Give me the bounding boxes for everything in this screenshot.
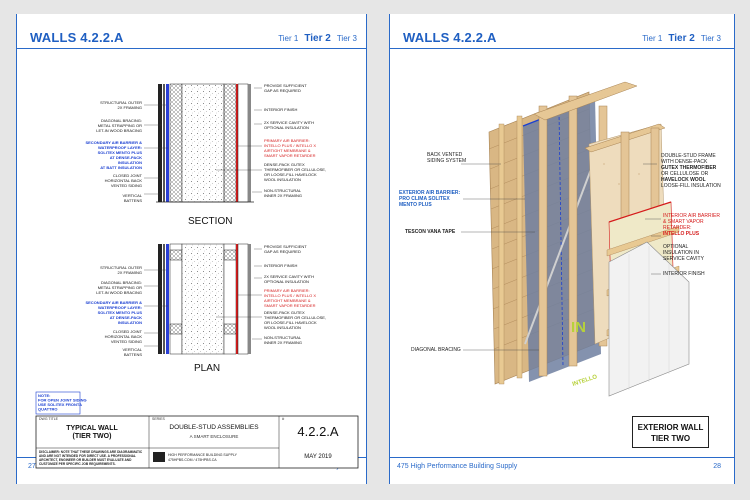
tier-1: Tier 1 — [278, 34, 299, 43]
svg-text:INTERIOR FINISH: INTERIOR FINISH — [264, 263, 298, 268]
callout-diagonal-bracing: DIAGONAL BRACING — [411, 347, 461, 353]
svg-text:MAY 2019: MAY 2019 — [304, 454, 332, 460]
callout-exterior-air-barrier: EXTERIOR AIR BARRIER: PRO CLIMA SOLITEX MENTO PLUS — [399, 190, 461, 208]
page-number: 27 — [28, 463, 36, 470]
wall-title-box: EXTERIOR WALL TIER TWO — [632, 416, 709, 448]
svg-text:STRUCTURAL OUTER2X FRAMING: STRUCTURAL OUTER 2X FRAMING — [100, 100, 142, 110]
svg-text:DOUBLE-STUD ASSEMBLIES: DOUBLE-STUD ASSEMBLIES — [169, 424, 259, 431]
svg-text:DIAGONAL BRACING:METAL STRAPPI: DIAGONAL BRACING: METAL STRAPPING OR LET-IN WOOD BRACING — [96, 118, 142, 133]
svg-text:#: # — [282, 416, 285, 421]
svg-text:INTERIOR FINISH: INTERIOR FINISH — [264, 107, 298, 112]
svg-text:475HPBS.COM / 475HPBS.CA: 475HPBS.COM / 475HPBS.CA — [168, 458, 217, 462]
section-heading: SECTION — [188, 216, 233, 227]
right-page — [389, 14, 735, 484]
svg-text:STRUCTURAL OUTER2X FRAMING: STRUCTURAL OUTER 2X FRAMING — [100, 265, 142, 275]
svg-text:2X SERVICE CAVITY WITHOPTIONAL: 2X SERVICE CAVITY WITH OPTIONAL INSULATION — [264, 120, 315, 130]
svg-text:PRIMARY AIR BARRIER:INTELLO PL: PRIMARY AIR BARRIER: INTELLO PLUS / INTELLO X AIRTIGHT MEMBRANE & SMART VAPOR RETARDER — [264, 288, 317, 308]
svg-text:2X SERVICE CAVITY WITHOPTIONAL: 2X SERVICE CAVITY WITH OPTIONAL INSULATION — [264, 274, 315, 284]
svg-text:DWG TITLE: DWG TITLE — [39, 417, 58, 421]
callout-back-vented-siding: BACK VENTED SIDING SYSTEM — [427, 152, 467, 164]
svg-text:DENSE-PACK GUTEXTHERMOFIBER OR: DENSE-PACK GUTEX THERMOFIBER OR CELLULOSE, OR LOOSE-FILL HAVELOCK WOOL INSULATION — [264, 162, 327, 182]
svg-text:HIGH PERFORMANCE BUILDING SUPP: HIGH PERFORMANCE BUILDING SUPPLY — [168, 453, 237, 457]
svg-text:DISCLAIMER: NOTE THAT THESE DR: DISCLAIMER: NOTE THAT THESE DRAWINGS ARE DIAGRAMMATIC AND ARE NOT INTENDED FOR DIRECT USE. A PROFESSIONAL ARCHITECT, ENGINEER OR BUILDER MUST EVALUATE AND CUSTOMIZE PER SPECIFIC JOB REQUIREMENTS. — [39, 450, 143, 466]
footer-rule — [389, 457, 735, 458]
callout-interior-finish: INTERIOR FINISH — [663, 271, 705, 277]
svg-text:CLOSED JOINTHORIZONTAL BACKVEN: CLOSED JOINT HORIZONTAL BACK VENTED SIDING — [104, 329, 142, 344]
membrane-print-intello: INTELLO — [571, 374, 599, 388]
tier-1: Tier 1 — [642, 34, 663, 43]
svg-text:NON-STRUCTURALINNER 2X FRAMING: NON-STRUCTURAL INNER 2X FRAMING — [264, 335, 303, 345]
header-rule — [16, 48, 367, 49]
svg-text:VERTICALBATTENS: VERTICAL BATTENS — [122, 193, 142, 203]
svg-text:VERTICALBATTENS: VERTICAL BATTENS — [122, 347, 142, 357]
svg-text:SECONDARY AIR BARRIER &WATERPR: SECONDARY AIR BARRIER & WATERPROOF LAYER: SOLITEX MENTO PLUS AT DENSE-PACK INSULATION — [85, 300, 142, 325]
svg-text:SECONDARY AIR BARRIER &WATERPR: SECONDARY AIR BARRIER & WATERPROOF LAYER: SOLITEX MENTO PLUS AT DENSE-PACK INSULATION AT BATT INSULATION — [85, 140, 142, 170]
tier-3: Tier 3 — [336, 34, 357, 43]
footer-text: 475 High Performance Building Supply — [397, 463, 518, 470]
tier-2-active: Tier 2 — [304, 33, 331, 44]
svg-text:PROVIDE SUFFICIENTGAP AS REQUI: PROVIDE SUFFICIENT GAP AS REQUIRED — [264, 83, 307, 93]
callout-tescon-vana-tape: TESCON VANA TAPE — [405, 229, 456, 235]
svg-text:TYPICAL WALL(TIER TWO): TYPICAL WALL (TIER TWO) — [66, 425, 118, 440]
svg-text:NON-STRUCTURALINNER 2X FRAMING: NON-STRUCTURAL INNER 2X FRAMING — [264, 188, 303, 198]
title-block — [36, 416, 358, 468]
page-title: WALLS 4.2.2.A — [403, 30, 497, 45]
callout-double-stud-frame: DOUBLE-STUD FRAME WITH DENSE-PACK GUTEX THERMOFIBER OR CELLULOSE OR HAVELOCK WOOL LOOSE-FILL INSULATION — [661, 153, 721, 189]
svg-text:SERIES: SERIES — [152, 417, 165, 421]
svg-text:PRIMARY AIR BARRIER:INTELLO PL: PRIMARY AIR BARRIER: INTELLO PLUS / INTELLO X AIRTIGHT MEMBRANE & SMART VAPOR RETARDER — [264, 138, 317, 158]
brand-logo — [153, 452, 165, 462]
note-text: NOTE: FOR OPEN JOINT SIDING USE SOLITEX FRONTA QUATTRO — [38, 393, 87, 412]
tier-3: Tier 3 — [700, 34, 721, 43]
svg-text:A SMART ENCLOSURE: A SMART ENCLOSURE — [189, 434, 239, 439]
tier-2-active: Tier 2 — [668, 33, 695, 44]
svg-text:DENSE-PACK GUTEXTHERMOFIBER OR: DENSE-PACK GUTEX THERMOFIBER OR CELLULOSE, OR LOOSE-FILL HAVELOCK WOOL INSULATION — [264, 310, 327, 330]
svg-text:4.2.2.A: 4.2.2.A — [297, 424, 339, 439]
plan-heading: PLAN — [194, 363, 221, 374]
callout-interior-air-barrier: INTERIOR AIR BARRIER & SMART VAPOR RETARDER: INTELLO PLUS — [663, 213, 720, 237]
left-page — [16, 14, 367, 484]
tier-selector — [272, 33, 357, 44]
membrane-print-in: IN — [571, 319, 586, 336]
page-title: WALLS 4.2.2.A — [30, 30, 124, 45]
section-detail — [156, 84, 254, 202]
svg-text:CLOSED JOINTHORIZONTAL BACKVEN: CLOSED JOINT HORIZONTAL BACK VENTED SIDING — [104, 173, 142, 188]
page-number: 28 — [713, 463, 721, 470]
plan-detail — [158, 244, 251, 354]
svg-text:DIAGONAL BRACING:METAL STRAPPI: DIAGONAL BRACING: METAL STRAPPING OR LET-IN WOOD BRACING — [96, 280, 142, 295]
svg-text:PROVIDE SUFFICIENTGAP AS REQUI: PROVIDE SUFFICIENT GAP AS REQUIRED — [264, 244, 307, 254]
callout-optional-insulation: OPTIONAL INSULATION IN SERVICE CAVITY — [663, 244, 704, 262]
section-plan-drawing — [16, 54, 367, 466]
